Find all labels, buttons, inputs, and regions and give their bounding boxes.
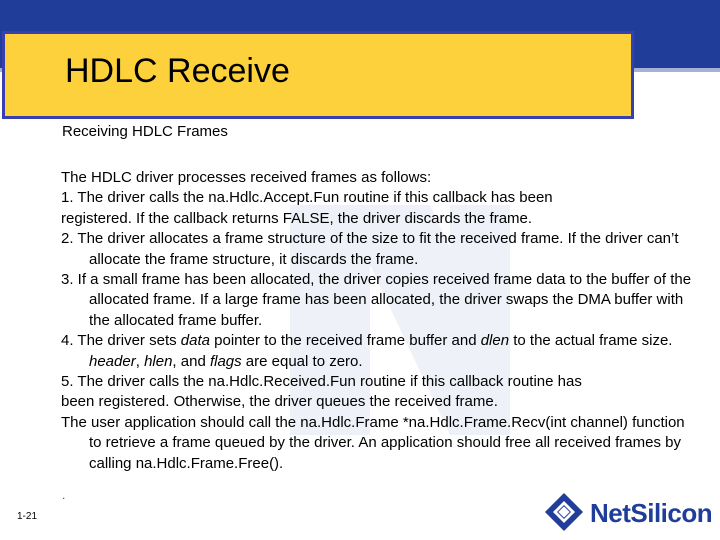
body-text-span: pointer to the received frame buffer and — [209, 332, 481, 350]
title-banner — [2, 31, 634, 119]
body-text-span: to the actual frame size. — [509, 332, 673, 350]
logo-wordmark: NetSilicon — [590, 498, 713, 528]
body-line: 3. If a small frame has been allocated, the driver copies received frame data to the buffer of the allocated frame. If a large frame has been allocated, the driver swaps the DMA buffer with the allocated frame buffer. — [61, 271, 692, 329]
netsilicon-mark-icon — [544, 492, 584, 532]
body-text-span: , — [135, 352, 145, 370]
body-line: 2. The driver allocates a frame structure of the size to fit the received frame. If the driver can’t allocate the frame structure, it discards the frame. — [61, 230, 679, 268]
slide-body — [61, 168, 696, 474]
body-line: The user application should call the na.Hdlc.Frame *na.Hdlc.Frame.Recv(int channel) function to retrieve a frame queued by the driver. An application should free all received frames by calling na.Hdlc.Frame.Free(). — [61, 413, 685, 472]
body-text-span: are equal to zero. — [241, 352, 363, 370]
trailing-dot: . — [62, 488, 66, 502]
body-line — [61, 331, 696, 372]
body-italic-span: hlen — [144, 352, 173, 370]
body-text-span: , and — [172, 352, 210, 370]
slide-subtitle: Receiving HDLC Frames — [62, 123, 228, 140]
body-italic-span: data — [180, 332, 210, 350]
body-text-span: 4. The driver sets — [61, 332, 181, 350]
body-italic-span: header — [89, 352, 136, 370]
body-line: The HDLC driver processes received frames as follows: — [61, 169, 432, 186]
slide-title: HDLC Receive — [65, 52, 290, 90]
body-line: 1. The driver calls the na.Hdlc.Accept.Fun routine if this callback has been — [61, 189, 553, 207]
body-italic-span: dlen — [480, 332, 510, 350]
body-line: 5. The driver calls the na.Hdlc.Received.Fun routine if this callback routine has — [61, 373, 582, 391]
page-number: 1-21 — [17, 511, 38, 522]
company-logo — [544, 492, 716, 532]
body-line: registered. If the callback returns FALSE, the driver discards the frame. — [61, 209, 533, 227]
body-line: been registered. Otherwise, the driver queues the received frame. — [61, 393, 498, 411]
body-italic-span: flags — [209, 352, 242, 370]
